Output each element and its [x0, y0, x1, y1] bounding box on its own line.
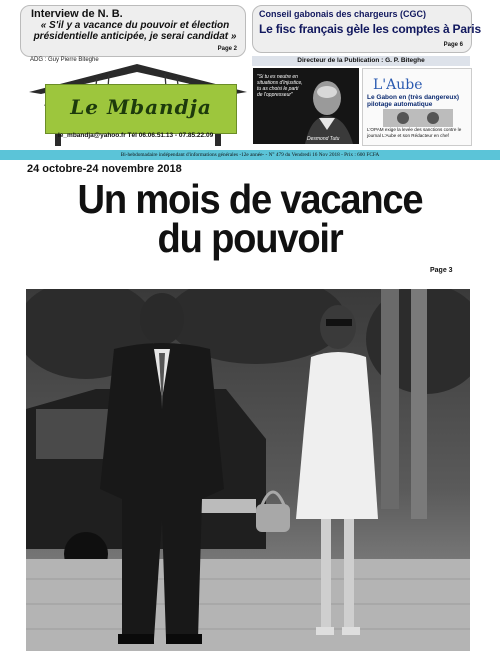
aube-title: L'Aube — [373, 77, 423, 93]
interview-quote: « S'il y a vacance du pouvoir et élection présidentielle anticipée, je serai candidat » — [33, 20, 237, 42]
interview-kicker: Interview de N. B. — [31, 8, 123, 20]
main-headline-line2: du pouvoir — [157, 215, 343, 261]
tutu-quote: "Si tu es neutre en situations d'injustice, tu as choisi le parti de l'oppresseur" — [257, 74, 303, 98]
aube-subtitle: Le Gabon en (très dangereux) pilotage automatique — [367, 94, 460, 108]
main-photo-illustration — [26, 289, 470, 651]
main-headline-line1: Un mois de vacance — [77, 176, 423, 222]
interview-page-ref: Page 2 — [217, 46, 237, 52]
aube-panel[interactable] — [362, 68, 472, 146]
dateline: 24 octobre-24 novembre 2018 — [27, 163, 182, 175]
contact-line[interactable]: le_mbandja@yahoo.fr Tél 06.06.51.13 - 07.85.22.09 — [58, 132, 214, 139]
main-photo — [26, 289, 470, 651]
aube-thumbnail-photos — [383, 109, 453, 127]
issue-info-strip: Bi-hebdomadaire indépendant d'informations générales -12e année- - N° 479 du Vendredi 16 Nov 2018 - Prix : 600 FCFA — [0, 150, 500, 160]
cgc-headline: Le fisc français gèle les comptes à Paris — [259, 22, 481, 36]
adg-credit: ADG : Guy Pierre Biteghe — [30, 57, 99, 63]
main-headline[interactable] — [18, 176, 483, 261]
interview-teaser[interactable] — [20, 5, 246, 57]
tutu-name: Desmond Tutu — [307, 136, 340, 142]
logo-banner — [45, 84, 237, 134]
cgc-page-ref: Page 6 — [443, 42, 463, 48]
main-page-ref: Page 3 — [430, 267, 453, 274]
cgc-teaser[interactable] — [252, 5, 481, 53]
aube-caption: L'OPAM exige la levée des sanctions contre le journal L'Aube et son Rédacteur en chef — [367, 127, 462, 138]
cgc-kicker: Conseil gabonais des chargeurs (CGC) — [259, 9, 427, 19]
publication-director: Directeur de la Publication : G. P. Biteghe — [252, 56, 470, 66]
newspaper-title: Le Mbandja — [70, 95, 212, 119]
tutu-photo-panel[interactable] — [253, 68, 359, 144]
